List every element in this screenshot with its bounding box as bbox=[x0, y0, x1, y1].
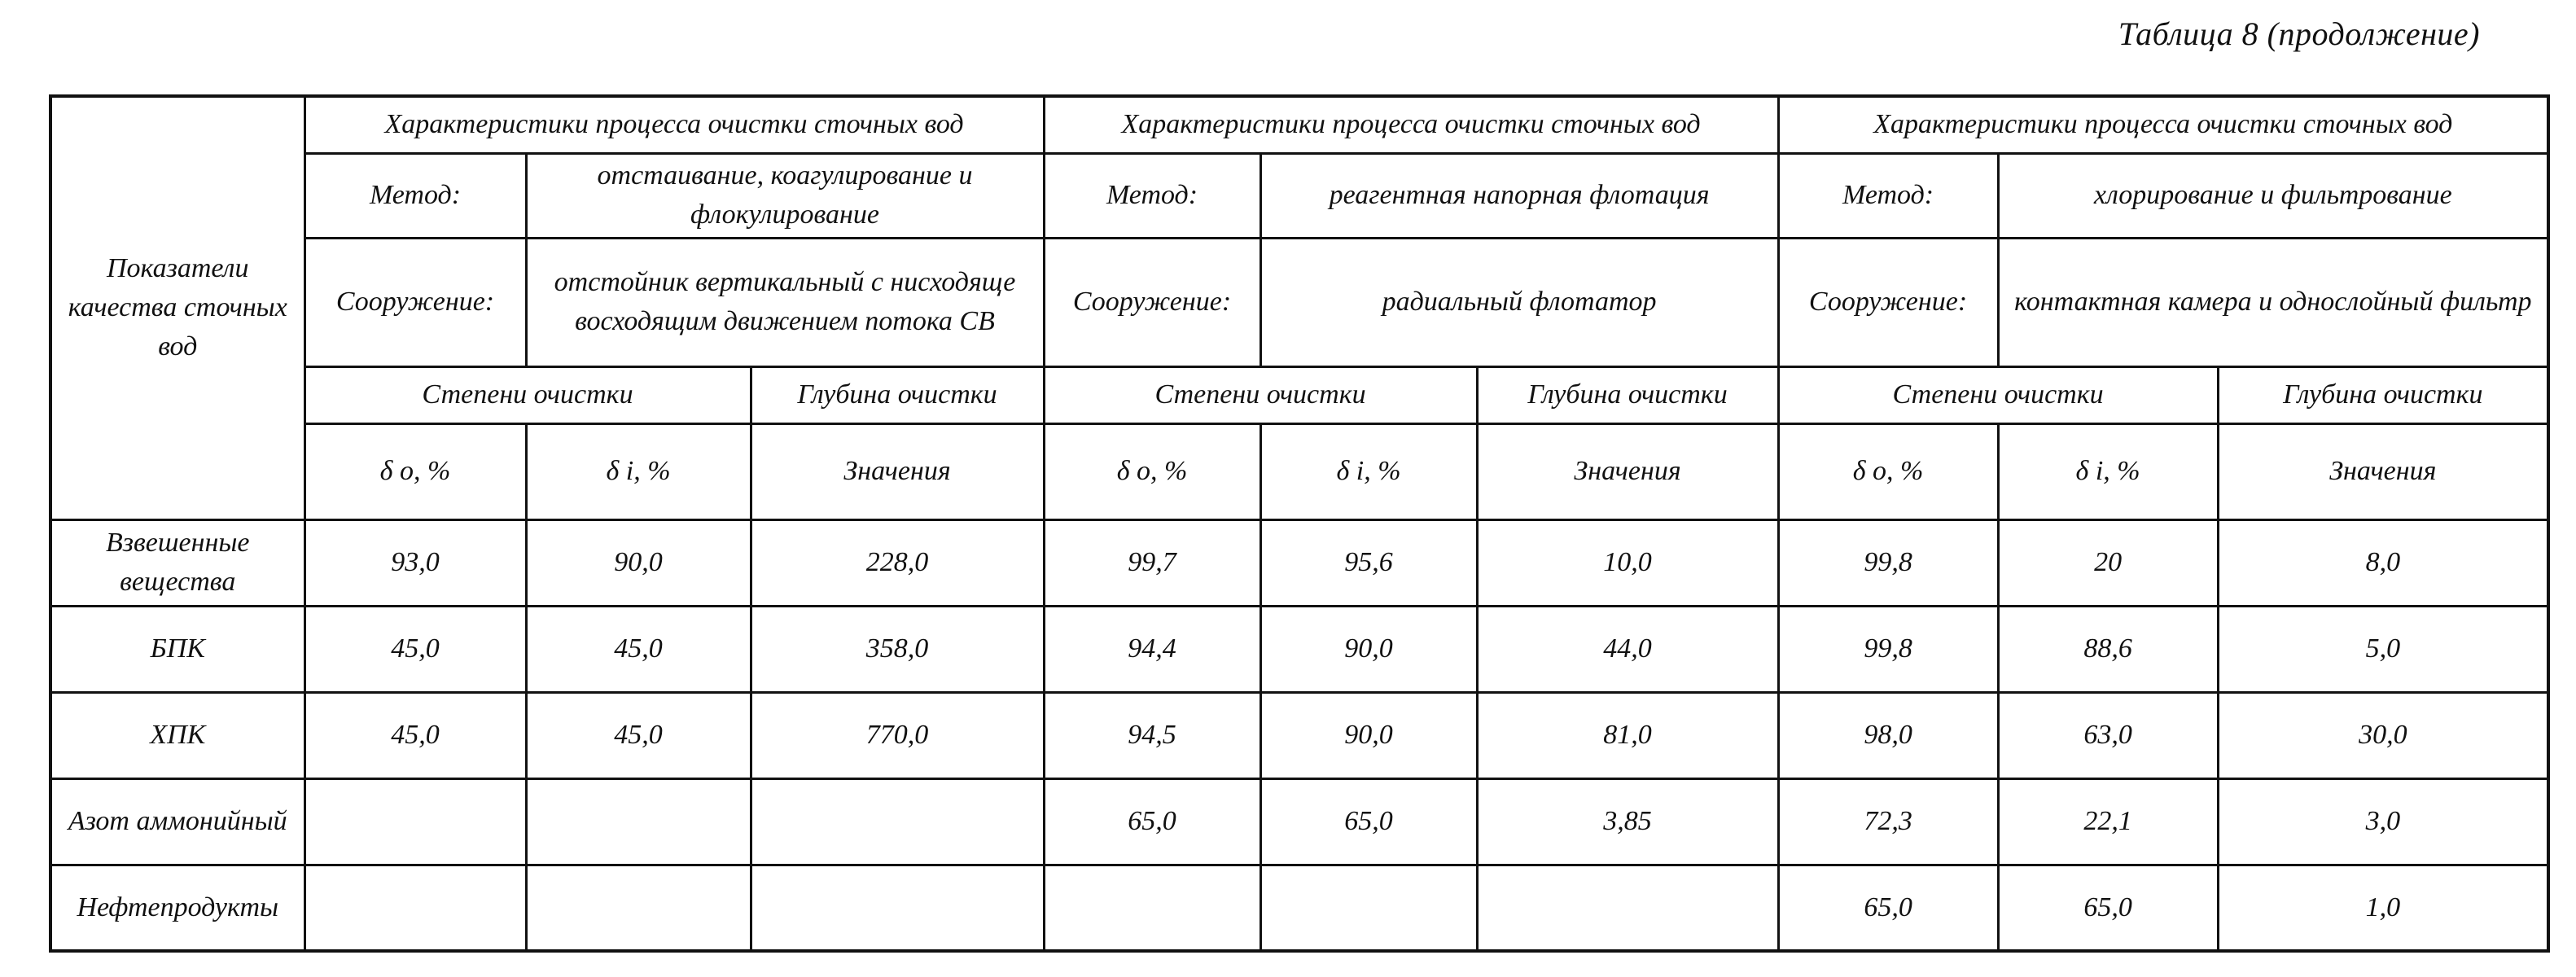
row-label: Нефтепродукты bbox=[50, 865, 304, 951]
delta-symbol: δ bbox=[1852, 456, 1866, 486]
table-cell bbox=[751, 778, 1044, 865]
delta-symbol: δ bbox=[606, 456, 620, 486]
table-cell bbox=[751, 865, 1044, 951]
table-cell: 5,0 bbox=[2218, 606, 2548, 692]
table-cell bbox=[526, 778, 751, 865]
construction-value-1: отстойник вертикальный с нисходяще восходящим движением потока СВ bbox=[526, 238, 1044, 366]
values-header-2: Значения bbox=[1477, 423, 1778, 519]
delta-o-header-2 bbox=[1044, 423, 1260, 519]
table-row-cod bbox=[50, 692, 2548, 778]
degree-header-3: Степени очистки bbox=[1778, 366, 2218, 423]
table-cell: 45,0 bbox=[304, 606, 526, 692]
construction-label-1: Сооружение: bbox=[304, 238, 526, 366]
row-label: Азот аммонийный bbox=[50, 778, 304, 865]
values-header-3: Значения bbox=[2218, 423, 2548, 519]
table-row-oil-products bbox=[50, 865, 2548, 951]
table-cell: 90,0 bbox=[1260, 692, 1477, 778]
table-cell: 65,0 bbox=[1778, 865, 1998, 951]
method-row bbox=[50, 153, 2548, 238]
table-cell: 22,1 bbox=[1998, 778, 2218, 865]
delta-symbol: δ bbox=[2075, 456, 2089, 486]
characteristics-header-2: Характеристики процесса очистки сточных вод bbox=[1044, 96, 1778, 153]
table-row-ammonium-nitrogen bbox=[50, 778, 2548, 865]
table-cell: 93,0 bbox=[304, 519, 526, 606]
table-cell: 1,0 bbox=[2218, 865, 2548, 951]
table-cell bbox=[304, 778, 526, 865]
delta-o-header-1 bbox=[304, 423, 526, 519]
table-caption: Таблица 8 (продолжение) bbox=[2118, 15, 2480, 52]
depth-header-3: Глубина очистки bbox=[2218, 366, 2548, 423]
table-cell bbox=[304, 865, 526, 951]
table-cell: 98,0 bbox=[1778, 692, 1998, 778]
row-header-cell: Показатели качества сточных вод bbox=[50, 96, 304, 519]
delta-o-header-3 bbox=[1778, 423, 1998, 519]
table-cell: 81,0 bbox=[1477, 692, 1778, 778]
delta-unit: о, % bbox=[1873, 456, 1924, 486]
method-label-1: Метод: bbox=[304, 153, 526, 238]
table-cell: 228,0 bbox=[751, 519, 1044, 606]
delta-i-header-2 bbox=[1260, 423, 1477, 519]
table-cell: 8,0 bbox=[2218, 519, 2548, 606]
table-cell: 358,0 bbox=[751, 606, 1044, 692]
table-cell: 3,0 bbox=[2218, 778, 2548, 865]
delta-i-header-3 bbox=[1998, 423, 2218, 519]
table-cell: 94,5 bbox=[1044, 692, 1260, 778]
row-label: БПК bbox=[50, 606, 304, 692]
characteristics-header-1: Характеристики процесса очистки сточных вод bbox=[304, 96, 1044, 153]
table-cell: 770,0 bbox=[751, 692, 1044, 778]
degree-depth-row bbox=[50, 366, 2548, 423]
delta-unit: i, % bbox=[625, 456, 671, 486]
method-value-1: отстаивание, коагулирование и флокулирование bbox=[526, 153, 1044, 238]
table-cell: 90,0 bbox=[1260, 606, 1477, 692]
degree-header-1: Степени очистки bbox=[304, 366, 751, 423]
table-cell: 45,0 bbox=[304, 692, 526, 778]
table-cell: 88,6 bbox=[1998, 606, 2218, 692]
delta-symbol: δ bbox=[1336, 456, 1350, 486]
table-cell bbox=[1044, 865, 1260, 951]
delta-row bbox=[50, 423, 2548, 519]
table-cell: 65,0 bbox=[1044, 778, 1260, 865]
table-cell: 90,0 bbox=[526, 519, 751, 606]
characteristics-row bbox=[50, 96, 2548, 153]
depth-header-2: Глубина очистки bbox=[1477, 366, 1778, 423]
table-cell: 72,3 bbox=[1778, 778, 1998, 865]
method-value-2: реагентная напорная флотация bbox=[1260, 153, 1778, 238]
table-cell: 65,0 bbox=[1260, 778, 1477, 865]
delta-unit: о, % bbox=[1137, 456, 1188, 486]
values-header-1: Значения bbox=[751, 423, 1044, 519]
table-cell: 44,0 bbox=[1477, 606, 1778, 692]
table-cell bbox=[1260, 865, 1477, 951]
table-cell: 94,4 bbox=[1044, 606, 1260, 692]
table-cell: 99,7 bbox=[1044, 519, 1260, 606]
delta-unit: i, % bbox=[2095, 456, 2140, 486]
table-cell: 63,0 bbox=[1998, 692, 2218, 778]
table-cell: 45,0 bbox=[526, 692, 751, 778]
construction-label-3: Сооружение: bbox=[1778, 238, 1998, 366]
table-cell bbox=[1477, 865, 1778, 951]
row-label: Взвешенные вещества bbox=[50, 519, 304, 606]
table-cell: 20 bbox=[1998, 519, 2218, 606]
depth-header-1: Глубина очистки bbox=[751, 366, 1044, 423]
table-row-bod bbox=[50, 606, 2548, 692]
treatment-table bbox=[49, 94, 2550, 953]
delta-unit: i, % bbox=[1356, 456, 1401, 486]
table-cell: 3,85 bbox=[1477, 778, 1778, 865]
method-label-3: Метод: bbox=[1778, 153, 1998, 238]
table-row-suspended-solids bbox=[50, 519, 2548, 606]
table-cell: 99,8 bbox=[1778, 606, 1998, 692]
table-cell bbox=[526, 865, 751, 951]
construction-label-2: Сооружение: bbox=[1044, 238, 1260, 366]
delta-symbol: δ bbox=[379, 456, 393, 486]
construction-value-3: контактная камера и однослойный фильтр bbox=[1998, 238, 2548, 366]
table-cell: 65,0 bbox=[1998, 865, 2218, 951]
table-cell: 95,6 bbox=[1260, 519, 1477, 606]
characteristics-header-3: Характеристики процесса очистки сточных вод bbox=[1778, 96, 2548, 153]
table-cell: 10,0 bbox=[1477, 519, 1778, 606]
degree-header-2: Степени очистки bbox=[1044, 366, 1477, 423]
delta-symbol: δ bbox=[1116, 456, 1130, 486]
row-label: ХПК bbox=[50, 692, 304, 778]
method-value-3: хлорирование и фильтрование bbox=[1998, 153, 2548, 238]
table-cell: 45,0 bbox=[526, 606, 751, 692]
construction-row bbox=[50, 238, 2548, 366]
table-cell: 30,0 bbox=[2218, 692, 2548, 778]
method-label-2: Метод: bbox=[1044, 153, 1260, 238]
construction-value-2: радиальный флотатор bbox=[1260, 238, 1778, 366]
delta-i-header-1 bbox=[526, 423, 751, 519]
delta-unit: о, % bbox=[399, 456, 451, 486]
table-cell: 99,8 bbox=[1778, 519, 1998, 606]
